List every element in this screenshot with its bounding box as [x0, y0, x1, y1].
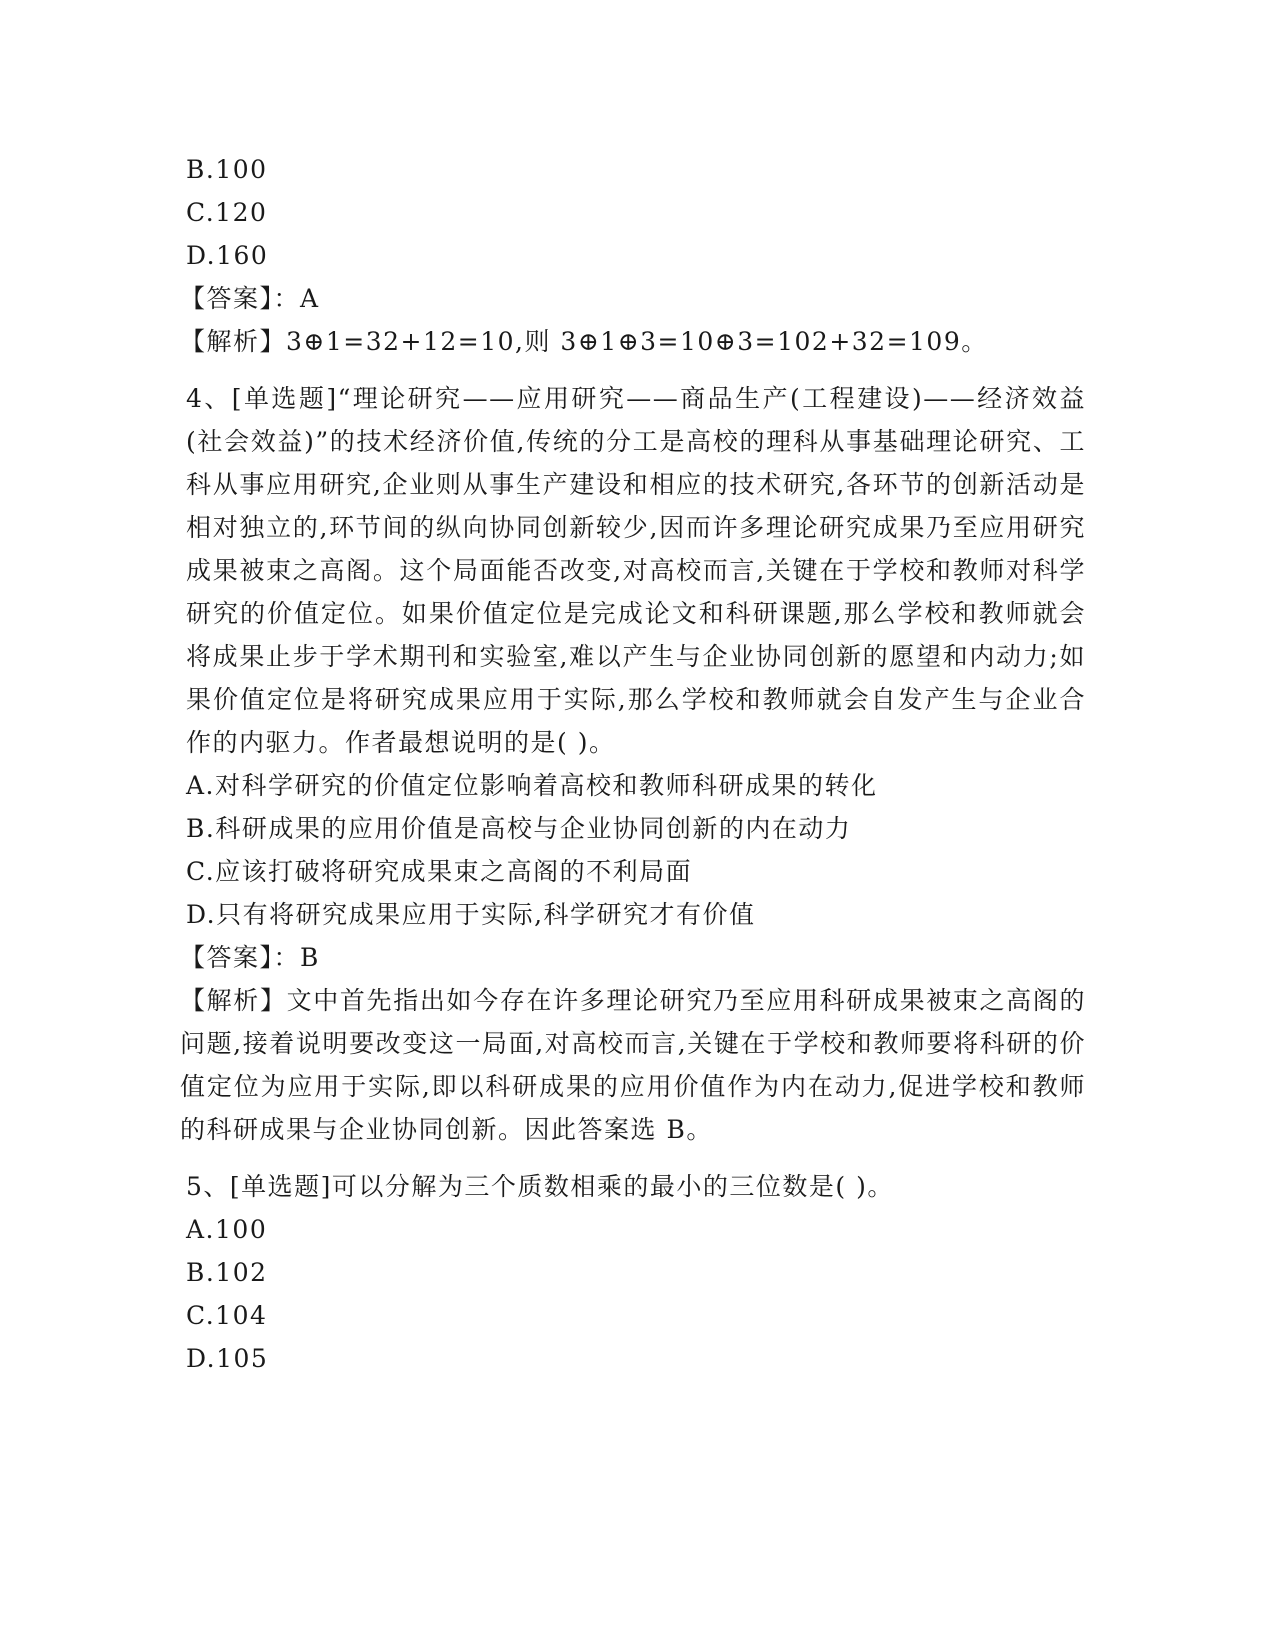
q5-option-d: D.105 — [186, 1344, 269, 1373]
q4-option-a: A.对科学研究的价值定位影响着高校和教师科研成果的转化 — [186, 771, 878, 800]
q4-analysis: 【解析】文中首先指出如今存在许多理论研究乃至应用科研成果被束之高阁的问题,接着说明要改变这一局面,对高校而言,关键在于学校和教师要将科研的价值定位为应用于实际,即以科研成果的应用价值作为内在动力,促进学校和教师的科研成果与企业协同创新。因此答案选 B。 — [180, 986, 1086, 1144]
q3-option-c: C.120 — [186, 198, 268, 227]
document-content — [180, 148, 1086, 1380]
q4-option-b: B.科研成果的应用价值是高校与企业协同创新的内在动力 — [186, 814, 852, 843]
question-3 — [180, 148, 1086, 363]
q3-analysis: 【解析】3⊕1=32+12=10,则 3⊕1⊕3=10⊕3=102+32=109。 — [180, 327, 988, 356]
q4-option-d: D.只有将研究成果应用于实际,科学研究才有价值 — [186, 900, 756, 929]
q5-option-a: A.100 — [186, 1215, 268, 1244]
q4-option-c: C.应该打破将研究成果束之高阁的不利局面 — [186, 857, 693, 886]
q3-answer: 【答案】：A — [180, 284, 320, 313]
q5-option-c: C.104 — [186, 1301, 268, 1330]
question-4 — [180, 377, 1086, 1151]
spacer — [186, 1151, 1086, 1165]
q3-option-d: D.160 — [186, 241, 269, 270]
q5-option-b: B.102 — [186, 1258, 268, 1287]
q4-stem: 4、[单选题]“理论研究——应用研究——商品生产(工程建设)——经济效益(社会效益)”的技术经济价值,传统的分工是高校的理科从事基础理论研究、工科从事应用研究,企业则从事生产建设和相应的技术研究,各环节的创新活动是相对独立的,环节间的纵向协同创新较少,因而许多理论研究成果乃至应用研究成果被束之高阁。这个局面能否改变,对高校而言,关键在于学校和教师对科学研究的价值定位。如果价值定位是完成论文和科研课题,那么学校和教师就会将成果止步于学术期刊和实验室,难以产生与企业协同创新的愿望和内动力;如果价值定位是将研究成果应用于实际,那么学校和教师就会自发产生与企业合作的内驱力。作者最想说明的是( )。 — [186, 384, 1086, 757]
q5-stem: 5、[单选题]可以分解为三个质数相乘的最小的三位数是( )。 — [186, 1172, 894, 1201]
q4-answer: 【答案】：B — [180, 943, 320, 972]
q3-option-b: B.100 — [186, 155, 268, 184]
question-5 — [186, 1165, 1086, 1380]
spacer — [186, 363, 1086, 377]
